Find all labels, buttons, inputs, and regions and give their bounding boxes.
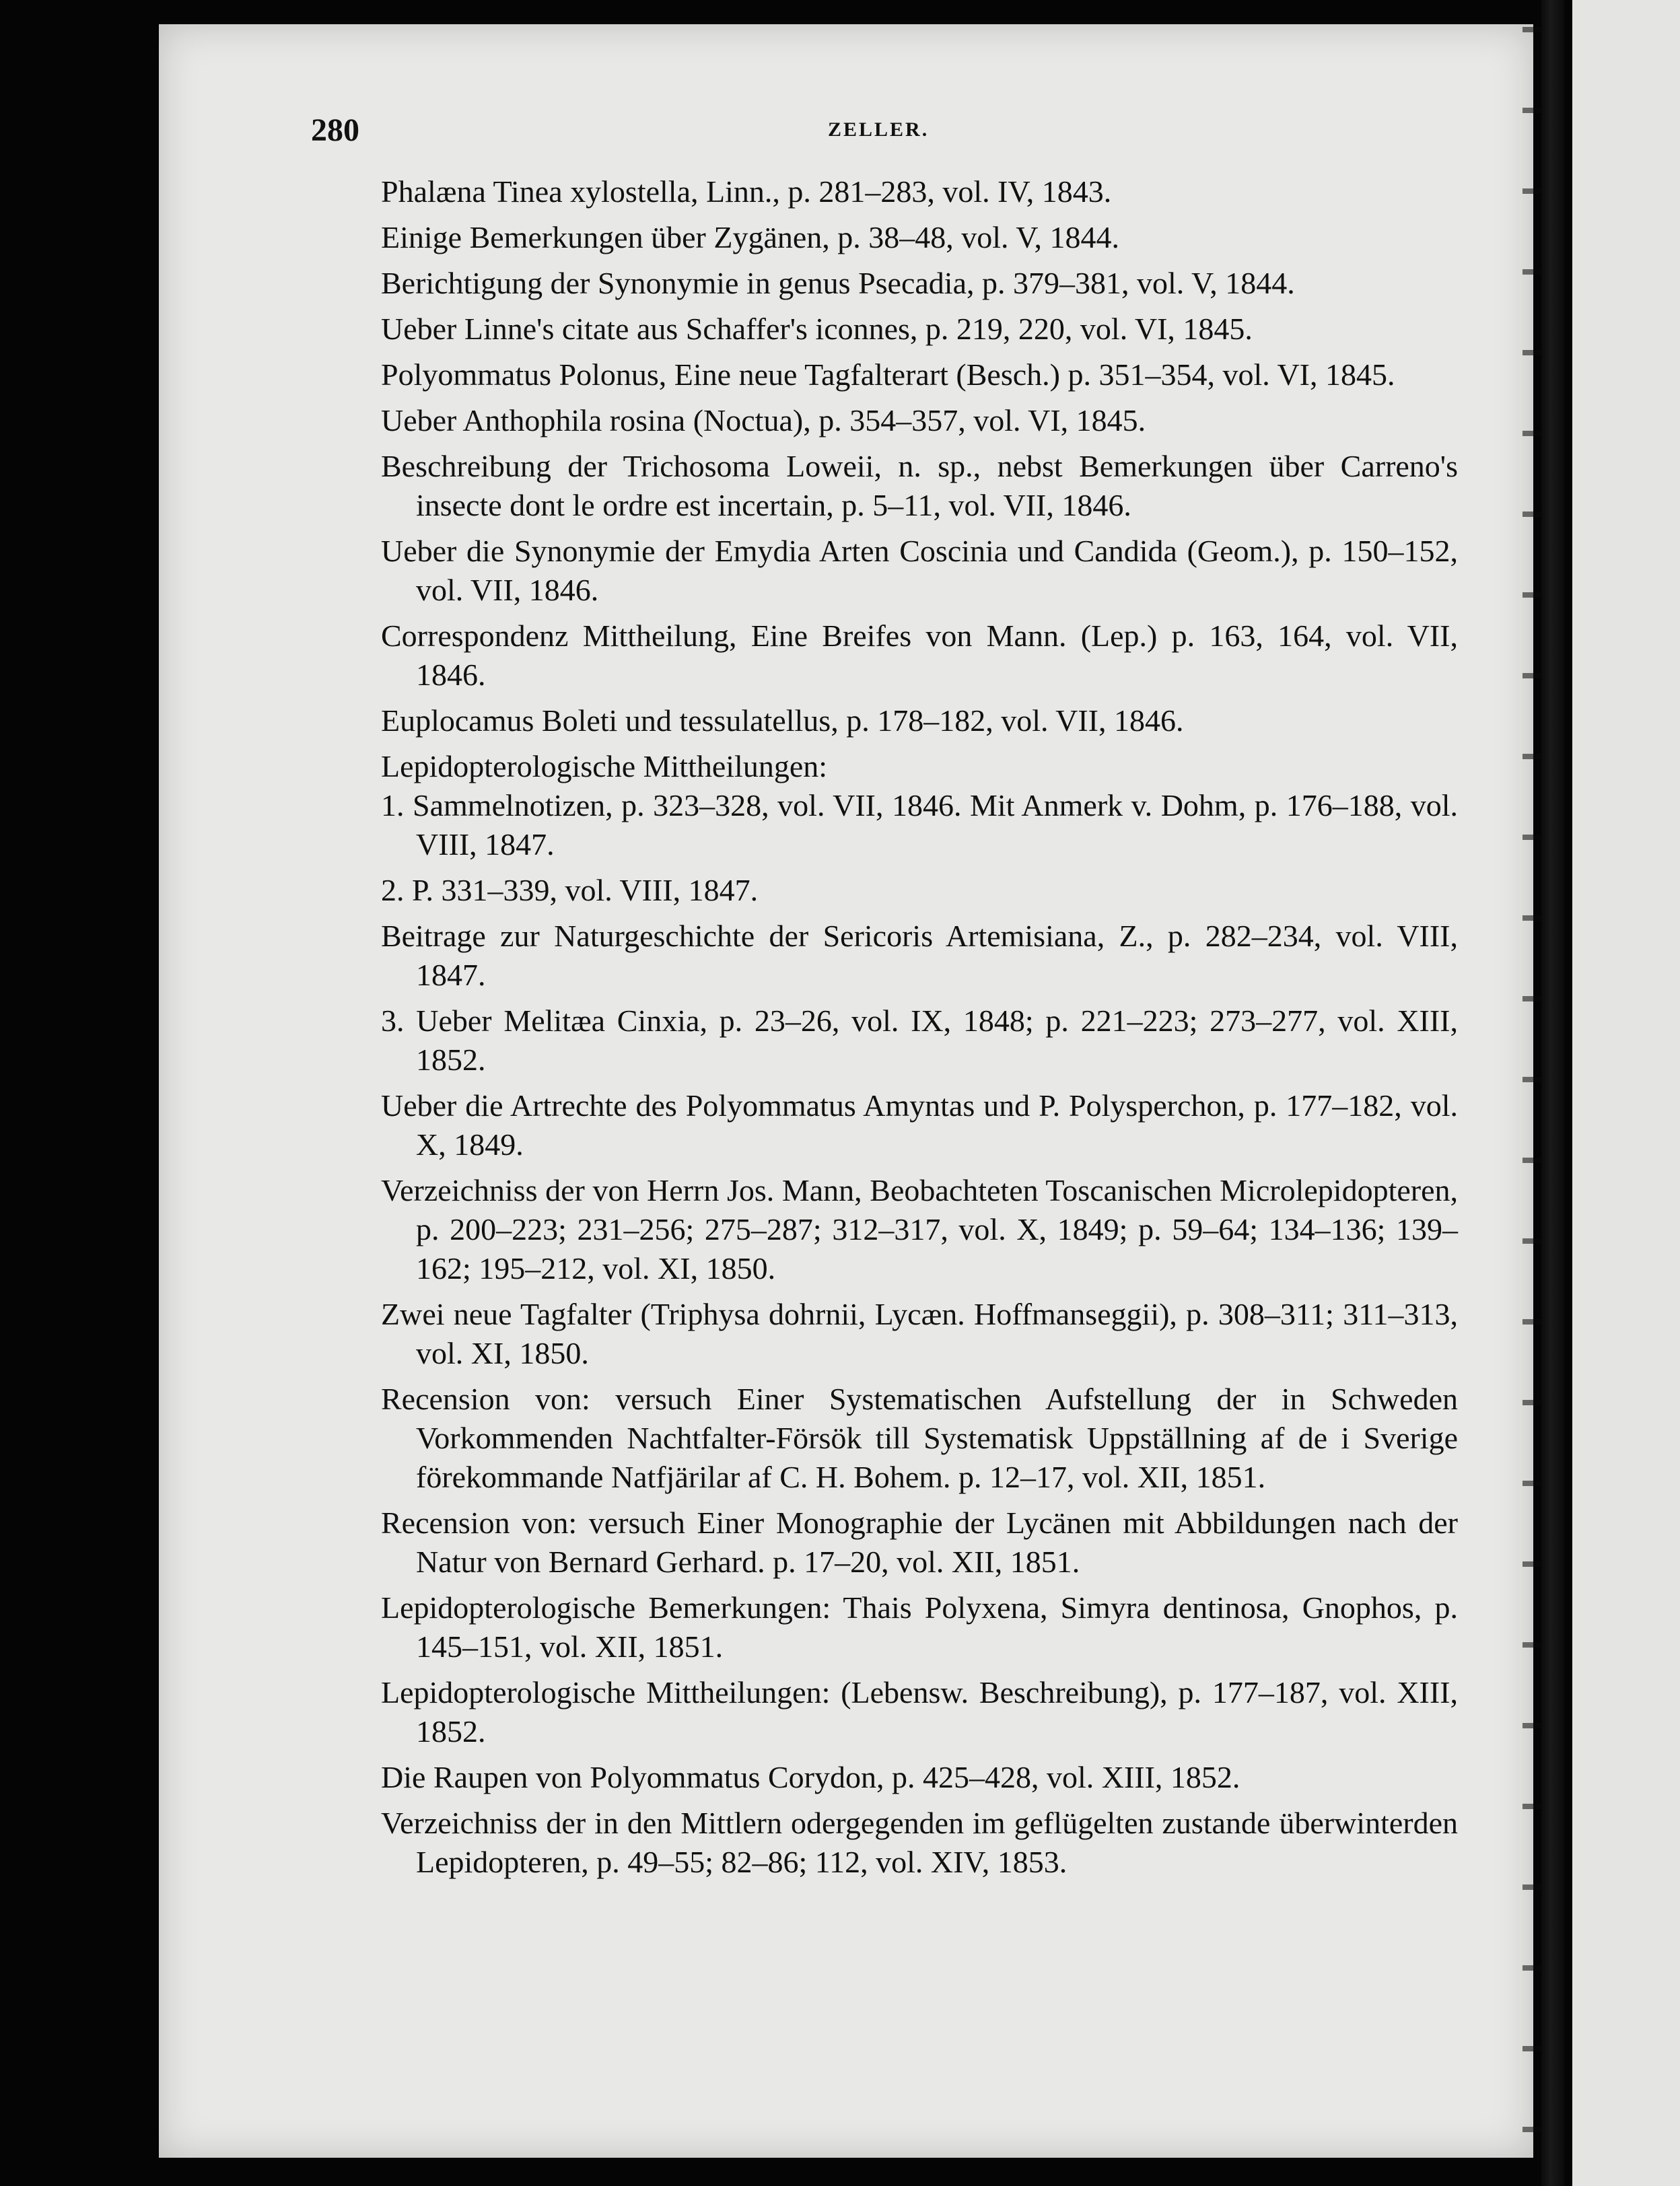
bibliography-entry: Berichtigung der Synonymie in genus Psecadia, p. 379–381, vol. V, 1844. <box>381 266 1295 300</box>
bibliography-entry: 2. P. 331–339, vol. VIII, 1847. <box>381 873 759 907</box>
gutter-shadow <box>1523 27 1543 2140</box>
bibliography-entry: Recension von: versuch Einer Systematischen Aufstellung der in Schweden Vorkommenden Nachtfalter-Försök till Systematisk Uppställning af de i Sverige förekommande Natfjärilar af C. H. Bohem. p. 12–17, vol. XII, 1851. <box>381 1382 1458 1494</box>
bibliography-entry: Lepidopterologische Bemerkungen: Thais Polyxena, Simyra dentinosa, Gnophos, p. 145–151, vol. XII, 1851. <box>381 1590 1458 1664</box>
bibliography-entry: Lepidopterologische Mittheilungen: (Lebensw. Beschreibung), p. 177–187, vol. XIII, 1852. <box>381 1675 1458 1749</box>
page-number: 280 <box>311 112 359 148</box>
bibliography-entry: Ueber Anthophila rosina (Noctua), p. 354–357, vol. VI, 1845. <box>381 403 1146 437</box>
bibliography-entry: Verzeichniss der von Herrn Jos. Mann, Beobachteten Toscanischen Microlepidopteren, p. 200–223; 231–256; 275–287; 312–317, vol. X, 1849; p. 59–64; 134–136; 139–162; 195–212, vol. XI, 1850. <box>381 1173 1458 1285</box>
bibliography-entry: 3. Ueber Melitæa Cinxia, p. 23–26, vol. IX, 1848; p. 221–223; 273–277, vol. XIII, 1852. <box>381 1003 1458 1077</box>
bibliography-entry: Phalæna Tinea xylostella, Linn., p. 281–283, vol. IV, 1843. <box>381 174 1112 209</box>
bibliography-entry: Ueber die Synonymie der Emydia Arten Coscinia und Candida (Geom.), p. 150–152, vol. VII, 1846. <box>381 534 1458 607</box>
page-header <box>311 112 1455 152</box>
bibliography-list <box>381 172 1458 1889</box>
bibliography-entry: Ueber Linne's citate aus Schaffer's iconnes, p. 219, 220, vol. VI, 1845. <box>381 312 1253 346</box>
bibliography-entry: Correspondenz Mittheilung, Eine Breifes von Mann. (Lep.) p. 163, 164, vol. VII, 1846. <box>381 619 1458 692</box>
bibliography-entry: Recension von: versuch Einer Monographie der Lycänen mit Abbildungen nach der Natur von Bernard Gerhard. p. 17–20, vol. XII, 1851. <box>381 1506 1458 1579</box>
running-head: ZELLER. <box>828 118 930 141</box>
bibliography-entry: Beschreibung der Trichosoma Loweii, n. sp., nebst Bemerkungen über Carreno's insecte dont le ordre est incertain, p. 5–11, vol. VII, 1846. <box>381 449 1458 522</box>
bibliography-entry: Beitrage zur Naturgeschichte der Sericoris Artemisiana, Z., p. 282–234, vol. VIII, 1847. <box>381 919 1458 992</box>
bibliography-entry: Ueber die Artrechte des Polyommatus Amyntas und P. Polysperchon, p. 177–182, vol. X, 1849. <box>381 1088 1458 1162</box>
bibliography-entry: Polyommatus Polonus, Eine neue Tagfalterart (Besch.) p. 351–354, vol. VI, 1845. <box>381 357 1395 392</box>
bibliography-entry: Euplocamus Boleti und tessulatellus, p. 178–182, vol. VII, 1846. <box>381 703 1184 738</box>
bibliography-entry: Zwei neue Tagfalter (Triphysa dohrnii, Lycæn. Hoffmanseggii), p. 308–311; 311–313, vol. XI, 1850. <box>381 1297 1458 1370</box>
bibliography-entry: 1. Sammelnotizen, p. 323–328, vol. VII, 1846. Mit Anmerk v. Dohm, p. 176–188, vol. VIII, 1847. <box>381 788 1458 861</box>
facing-page-edge <box>1572 0 1680 2186</box>
section-heading: Lepidopterologische Mittheilungen: <box>381 749 828 783</box>
bibliography-entry: Einige Bemerkungen über Zygänen, p. 38–48, vol. V, 1844. <box>381 220 1120 254</box>
bibliography-entry: Verzeichniss der in den Mittlern odergegenden im geflügelten zustande überwinterden Lepidopteren, p. 49–55; 82–86; 112, vol. XIV, 1853. <box>381 1806 1458 1879</box>
book-spine <box>1541 0 1564 2186</box>
bibliography-entry: Die Raupen von Polyommatus Corydon, p. 425–428, vol. XIII, 1852. <box>381 1760 1240 1794</box>
